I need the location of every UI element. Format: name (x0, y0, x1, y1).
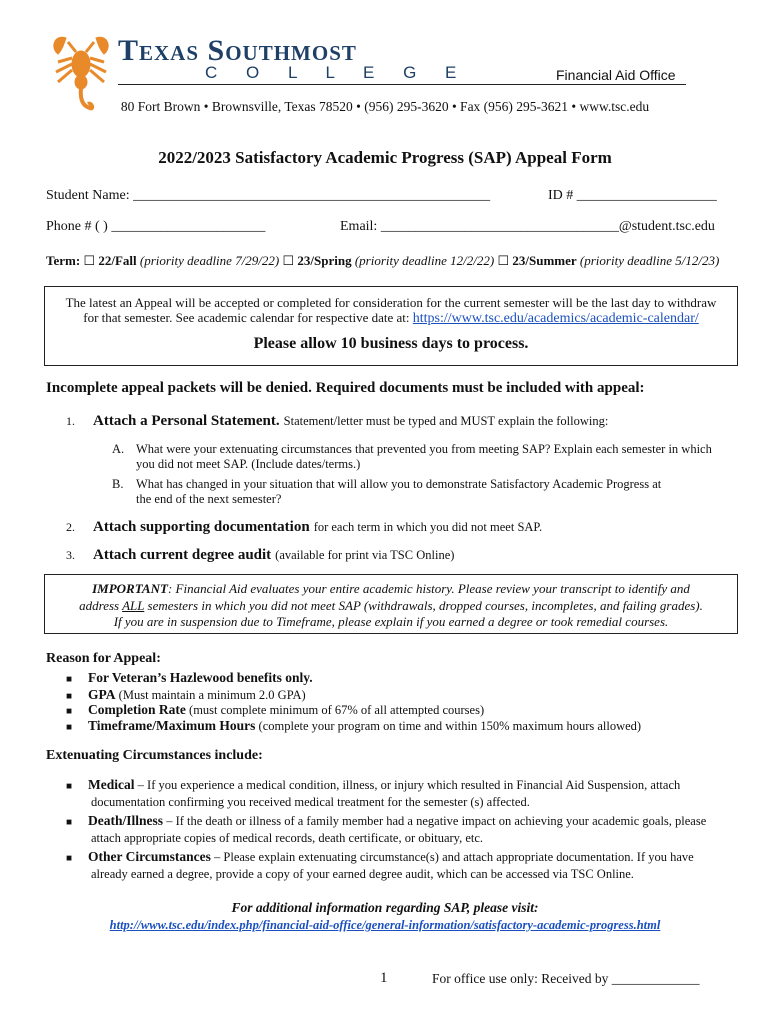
sub-b-label: B. (112, 477, 124, 491)
circumstance-heading: Medical (88, 777, 135, 792)
sub-b-line2: the end of the next semester? (136, 492, 282, 506)
bullet-icon: ■ (66, 853, 73, 864)
bullet-icon: ■ (66, 817, 73, 828)
checkbox-icon[interactable]: ☐ (282, 253, 295, 268)
important-all: ALL (122, 598, 145, 613)
phone-field[interactable]: Phone # ( ) ______________________ (46, 219, 266, 234)
school-college: C O L L E G E (205, 63, 469, 82)
list-item (66, 848, 694, 866)
reason-heading: Completion Rate (88, 702, 186, 717)
reason-heading: For Veteran’s Hazlewood benefits only. (88, 670, 313, 685)
bullet-icon: ■ (66, 722, 73, 733)
circumstance-text: – If the death or illness of a family member had a negative impact on achieving your academic goals, please (163, 814, 707, 828)
important-box (44, 574, 738, 634)
circumstance-heading: Death/Illness (88, 813, 164, 828)
term-fall: 22/Fall (98, 253, 137, 268)
list-item (66, 776, 680, 794)
item-number: 2. (66, 520, 75, 534)
term-label: Term: (46, 253, 81, 268)
office-label: Financial Aid Office (556, 67, 676, 83)
list-item (66, 412, 608, 430)
header-rule (118, 84, 686, 85)
circumstance-text-2: already earned a degree, provide a copy of your earned degree audit, which can be accessed via TSC Online. (91, 867, 634, 881)
term-summer-deadline: (priority deadline 5/12/23) (579, 253, 720, 268)
important-text2a: address (79, 598, 123, 613)
list-item (66, 546, 454, 564)
form-title: 2022/2023 Satisfactory Academic Progress (SAP) Appeal Form (158, 148, 612, 167)
important-line1 (45, 581, 737, 597)
item-text: Statement/letter must be typed and MUST explain the following: (283, 414, 609, 428)
item-number: 1. (66, 414, 75, 428)
calendar-link[interactable]: https://www.tsc.edu/academics/academic-calendar/ (412, 311, 699, 326)
important-text1: : Financial Aid evaluates your entire academic history. Please review your transcript to identify and (167, 581, 690, 596)
term-spring: 23/Spring (297, 253, 352, 268)
item-heading: Attach supporting documentation (93, 519, 310, 535)
term-row (46, 253, 719, 269)
notice-box (44, 286, 738, 366)
reason-heading: Timeframe/Maximum Hours (88, 718, 256, 733)
list-item (66, 717, 641, 735)
circumstances-heading: Extenuating Circumstances include: (46, 748, 263, 763)
item-heading: Attach current degree audit (93, 547, 272, 563)
office-use-field: For office use only: Received by _____________ (432, 971, 700, 986)
process-notice: Please allow 10 business days to process. (253, 335, 529, 352)
notice-line1: The latest an Appeal will be accepted or completed for consideration for the current semester will be the last day to withdraw (65, 295, 717, 310)
item-text: (available for print via TSC Online) (275, 548, 455, 562)
sub-a-line1: What were your extenuating circumstances that prevented you from meeting SAP? Explain each semester in which (136, 442, 712, 456)
footer-link-row (0, 918, 770, 933)
important-text2b: semesters in which you did not meet SAP (withdrawals, dropped courses, incompletes, and failing grades). (144, 598, 703, 613)
circumstance-heading: Other Circumstances (88, 849, 211, 864)
page-number: 1 (380, 970, 388, 986)
sap-info-link[interactable]: http://www.tsc.edu/index.php/financial-aid-office/general-information/satisfactory-academic-progress.html (109, 918, 661, 932)
notice-line2-text: for that semester. See academic calendar for respective date at: (83, 310, 410, 325)
circumstance-text: – If you experience a medical condition, illness, or injury which resulted in Financial Aid Suspension, attach (134, 778, 681, 792)
reason-heading: GPA (88, 687, 116, 702)
checkbox-icon[interactable]: ☐ (83, 253, 96, 268)
reasons-heading: Reason for Appeal: (46, 651, 161, 666)
term-fall-deadline: (priority deadline 7/29/22) (139, 253, 280, 268)
important-line2 (45, 598, 737, 614)
important-line3: If you are in suspension due to Timeframe, please explain if you earned a degree or took remedial courses. (113, 614, 669, 629)
circumstance-text: – Please explain extenuating circumstance(s) and attach appropriate documentation. If you have (210, 850, 694, 864)
circumstance-text-2: documentation confirming you received medical treatment for the semester (s) affected. (91, 795, 530, 809)
term-summer: 23/Summer (512, 253, 577, 268)
warning-text: Incomplete appeal packets will be denied. Required documents must be included with appeal: (46, 380, 645, 396)
id-field[interactable]: ID # ____________________ (548, 188, 717, 203)
sub-a-line2: you did not meet SAP. (Include dates/terms.) (136, 457, 361, 471)
checkbox-icon[interactable]: ☐ (497, 253, 510, 268)
important-label: IMPORTANT (92, 581, 168, 596)
reason-text: (must complete minimum of 67% of all attempted courses) (185, 703, 485, 717)
email-field[interactable]: Email: __________________________________@student.tsc.edu (340, 219, 715, 234)
term-spring-deadline: (priority deadline 12/2/22) (354, 253, 495, 268)
list-item (66, 812, 706, 830)
sub-a-label: A. (112, 442, 125, 456)
item-number: 3. (66, 548, 75, 562)
item-text: for each term in which you did not meet SAP. (313, 520, 543, 534)
reason-text: (Must maintain a minimum 2.0 GPA) (115, 688, 306, 702)
reason-text: (complete your program on time and within 150% maximum hours allowed) (255, 719, 642, 733)
notice-line2 (45, 310, 737, 327)
address-line: 80 Fort Brown • Brownsville, Texas 78520 • (956) 295-3620 • Fax (956) 295-3621 • www.tsc.edu (120, 99, 650, 114)
bullet-icon: ■ (66, 781, 73, 792)
footer-info: For additional information regarding SAP, please visit: (231, 900, 539, 915)
bullet-icon: ■ (66, 706, 73, 717)
bullet-icon: ■ (66, 691, 73, 702)
bullet-icon: ■ (66, 674, 73, 685)
sub-b-line1: What has changed in your situation that will allow you to demonstrate Satisfactory Academic Progress at (136, 477, 662, 491)
circumstance-text-2: attach appropriate copies of medical records, death certificate, or obituary, etc. (91, 831, 484, 845)
item-heading: Attach a Personal Statement. (93, 413, 280, 429)
student-name-field[interactable]: Student Name: ___________________________________________________ (46, 188, 491, 203)
school-name: Texas Southmost (118, 34, 357, 67)
list-item (66, 669, 313, 687)
list-item (66, 518, 542, 536)
